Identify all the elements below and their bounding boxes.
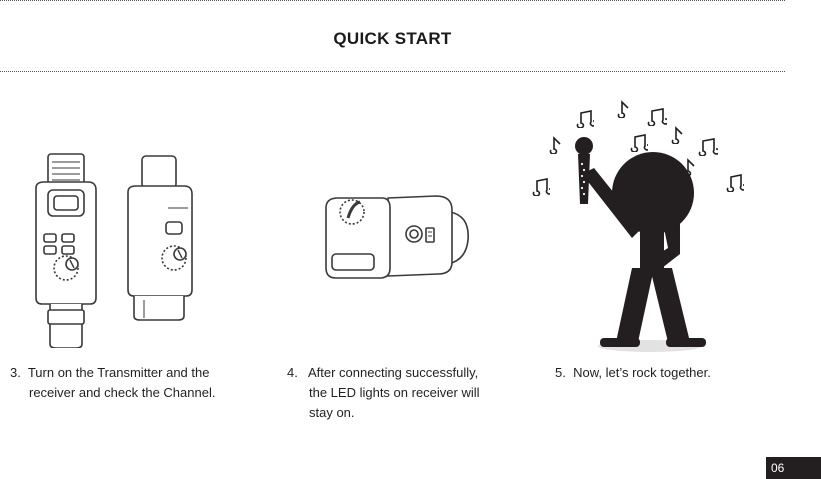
music-note-icon	[668, 126, 684, 144]
top-dotted-divider	[0, 0, 785, 1]
music-note-icon	[724, 172, 744, 192]
step-3-caption	[10, 363, 260, 403]
header-dotted-divider	[0, 71, 785, 72]
step-4-caption	[287, 363, 527, 423]
page-title: QUICK START	[333, 29, 452, 48]
step-number: 4.	[287, 365, 298, 380]
step-text-line: After connecting successfully,	[307, 365, 479, 380]
step-text-line: Turn on the Transmitter and the	[27, 365, 210, 380]
music-note-icon	[574, 108, 594, 128]
transmitter-illustration	[28, 148, 198, 348]
music-note-icon	[645, 106, 667, 126]
step-text-line: receiver and check the Channel.	[29, 385, 216, 400]
music-note-icon	[530, 176, 550, 196]
music-note-icon	[696, 136, 718, 156]
step-number: 3.	[10, 365, 21, 380]
music-note-icon	[628, 132, 648, 152]
receiver-illustration	[318, 190, 478, 286]
step-text-line: the LED lights on receiver will	[309, 385, 480, 400]
music-note-icon	[546, 136, 562, 154]
step-5-caption	[555, 363, 775, 383]
step-number: 5.	[555, 365, 566, 380]
page-number-badge: 06	[766, 457, 821, 479]
music-note-icon	[614, 100, 630, 118]
music-note-icon	[680, 158, 696, 176]
step-text-line: stay on.	[309, 405, 355, 420]
step-text-line: Now, let’s rock together.	[573, 365, 711, 380]
